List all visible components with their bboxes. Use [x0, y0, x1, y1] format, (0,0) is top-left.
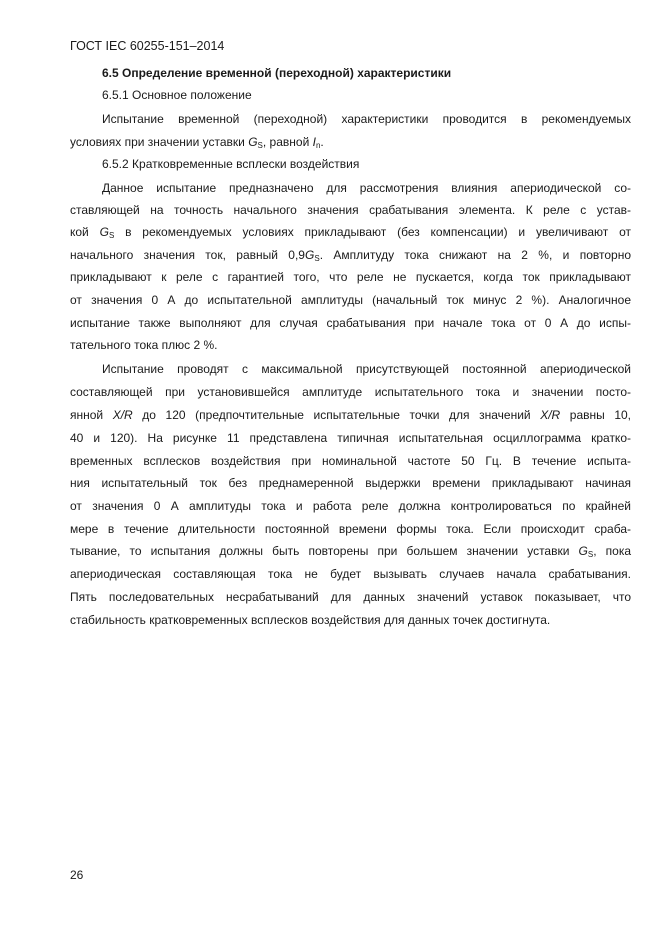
document-code: ГОСТ IEC 60255-151–2014 — [70, 39, 225, 53]
paragraph-3-line: янной X/R до 120 (предпочтительные испытательные точки для значений X/R равны 10, — [70, 408, 632, 422]
paragraph-3-line: Пять последовательных несрабатываний для данных значений уставок показывает, что — [70, 590, 631, 604]
paragraph-3-line: ния испытательный ток без преднамеренной выдержки времени прикладывают начиная — [70, 476, 631, 490]
paragraph-2-line: ставляющей на точность начального значения срабатывания элемента. К реле с устав- — [70, 203, 631, 217]
paragraph-2-line: прикладывают к реле с гарантией того, что реле не пускается, когда ток прикладывают — [70, 270, 631, 284]
subsection-651-heading: 6.5.1 Основное положение — [102, 88, 252, 102]
paragraph-3-line: апериодическая составляющая тока не будет вызывать случаев начала срабатывания. — [70, 567, 631, 581]
paragraph-1-line: Испытание временной (переходной) характеристики проводится в рекомендуемых — [102, 112, 631, 126]
paragraph-2-line: испытание также выполняют для случая срабатывания при начале тока от 0 А до испы- — [70, 316, 631, 330]
subsection-652-heading: 6.5.2 Кратковременные всплески воздействия — [102, 157, 360, 171]
page-number: 26 — [70, 868, 84, 882]
paragraph-2-line: Данное испытание предназначено для рассмотрения влияния апериодической со- — [102, 181, 631, 195]
paragraph-2-line: начального значения ток, равный $0,9G_S$. Амплитуду тока снижают на 2 %, и повторно — [70, 248, 631, 263]
paragraph-2-line: тательного тока плюс 2 %. — [70, 338, 218, 352]
paragraph-3-line: 40 и 120). На рисунке 11 представлена типичная испытательная осциллограмма кратко- — [70, 431, 631, 445]
paragraph-3-line: Испытание проводят с максимальной присутствующей постоянной апериодической — [102, 362, 631, 376]
section-heading: 6.5 Определение временной (переходной) характеристики — [102, 66, 452, 80]
paragraph-1-line: условиях при значении уставки $G_S$, равной $I_n$. — [70, 135, 324, 150]
paragraph-3-line: составляющей при установившейся амплитуде испытательного тока и значении посто- — [70, 385, 631, 399]
paragraph-3-line: стабильность кратковременных всплесков воздействия для данных точек достигнута. — [70, 613, 551, 627]
paragraph-3-line: от значения 0 А амплитуды тока и работа реле должна контролироваться по крайней — [70, 499, 631, 513]
paragraph-3-line: временных всплесков воздействия при номинальной частоте 50 Гц. В течение испыта- — [70, 454, 631, 468]
paragraph-2-line: кой $G_S$ в рекомендуемых условиях прикладывают (без компенсации) и увеличивают от — [70, 225, 631, 240]
paragraph-3-line: тывание, то испытания должны быть повторены при большем значении уставки $G_S$, пока — [70, 544, 632, 559]
paragraph-3-line: мере в течение длительности постоянной времени формы тока. Если происходит сраба- — [70, 522, 631, 536]
paragraph-2-line: от значения 0 А до испытательной амплитуды (начальный ток минус 2 %). Аналогичное — [70, 293, 631, 307]
